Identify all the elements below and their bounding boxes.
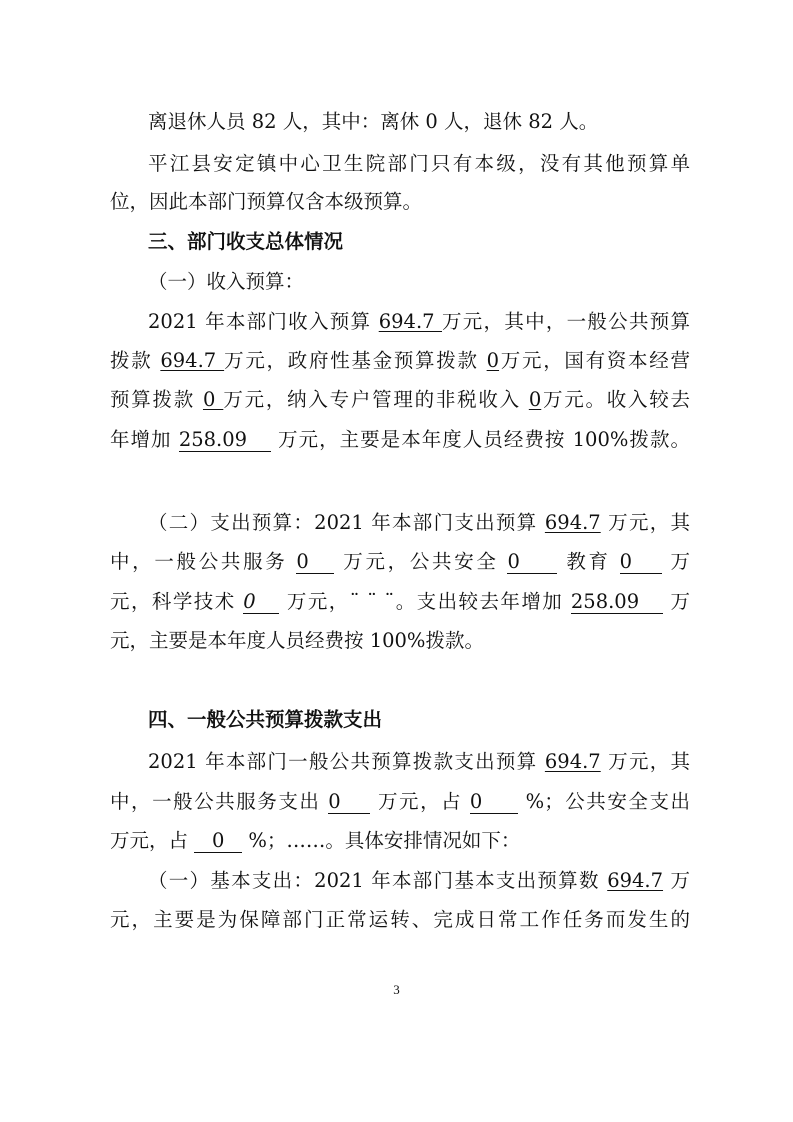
body-line: 离退休人员 82 人，其中：离休 0 人，退休 82 人。 xyxy=(148,110,599,133)
body-line: （一）基本支出：2021 年本部门基本支出预算数 694.7 万 xyxy=(148,869,690,892)
section-heading: 三、部门收支总体情况 xyxy=(148,230,344,253)
page-number: 3 xyxy=(393,982,400,997)
body-line: 元，主要是为保障部门正常运转、完成日常工作任务而发生的 xyxy=(110,908,690,931)
body-line: 2021 年本部门一般公共预算拨款支出预算 694.7 万元，其 xyxy=(148,750,690,773)
body-line: 元，科学技术 0 万元，¨ ¨ ¨。支出较去年增加 258.09 万 xyxy=(110,590,691,613)
body-line: 位，因此本部门预算仅含本级预算。 xyxy=(110,190,423,213)
body-line: 中，一般公共服务支出 0 万元，占 0 %；公共安全支出 xyxy=(110,790,690,813)
body-line: 预算拨款 0 万元，纳入专户管理的非税收入 0万元。收入较去 xyxy=(110,388,690,411)
body-line: 中，一般公共服务 0 万元，公共安全 0 教育 0 万 xyxy=(110,550,690,573)
body-line: （二）支出预算：2021 年本部门支出预算 694.7 万元，其 xyxy=(148,511,690,534)
body-line: 万元，占 0 %；……。具体安排情况如下： xyxy=(110,829,521,852)
body-line: 元，主要是本年度人员经费按 100%拨款。 xyxy=(110,629,484,652)
section-heading: 四、一般公共预算拨款支出 xyxy=(148,708,383,731)
body-line: 2021 年本部门收入预算 694.7 万元，其中，一般公共预算 xyxy=(148,310,690,333)
body-line: 年增加 258.09 万元，主要是本年度人员经费按 100%拨款。 xyxy=(110,428,690,451)
body-line: 拨款 694.7 万元，政府性基金预算拨款 0万元，国有资本经营 xyxy=(110,349,690,372)
subsection-heading: （一）收入预算： xyxy=(148,270,305,293)
body-line: 平江县安定镇中心卫生院部门只有本级，没有其他预算单 xyxy=(148,152,690,175)
